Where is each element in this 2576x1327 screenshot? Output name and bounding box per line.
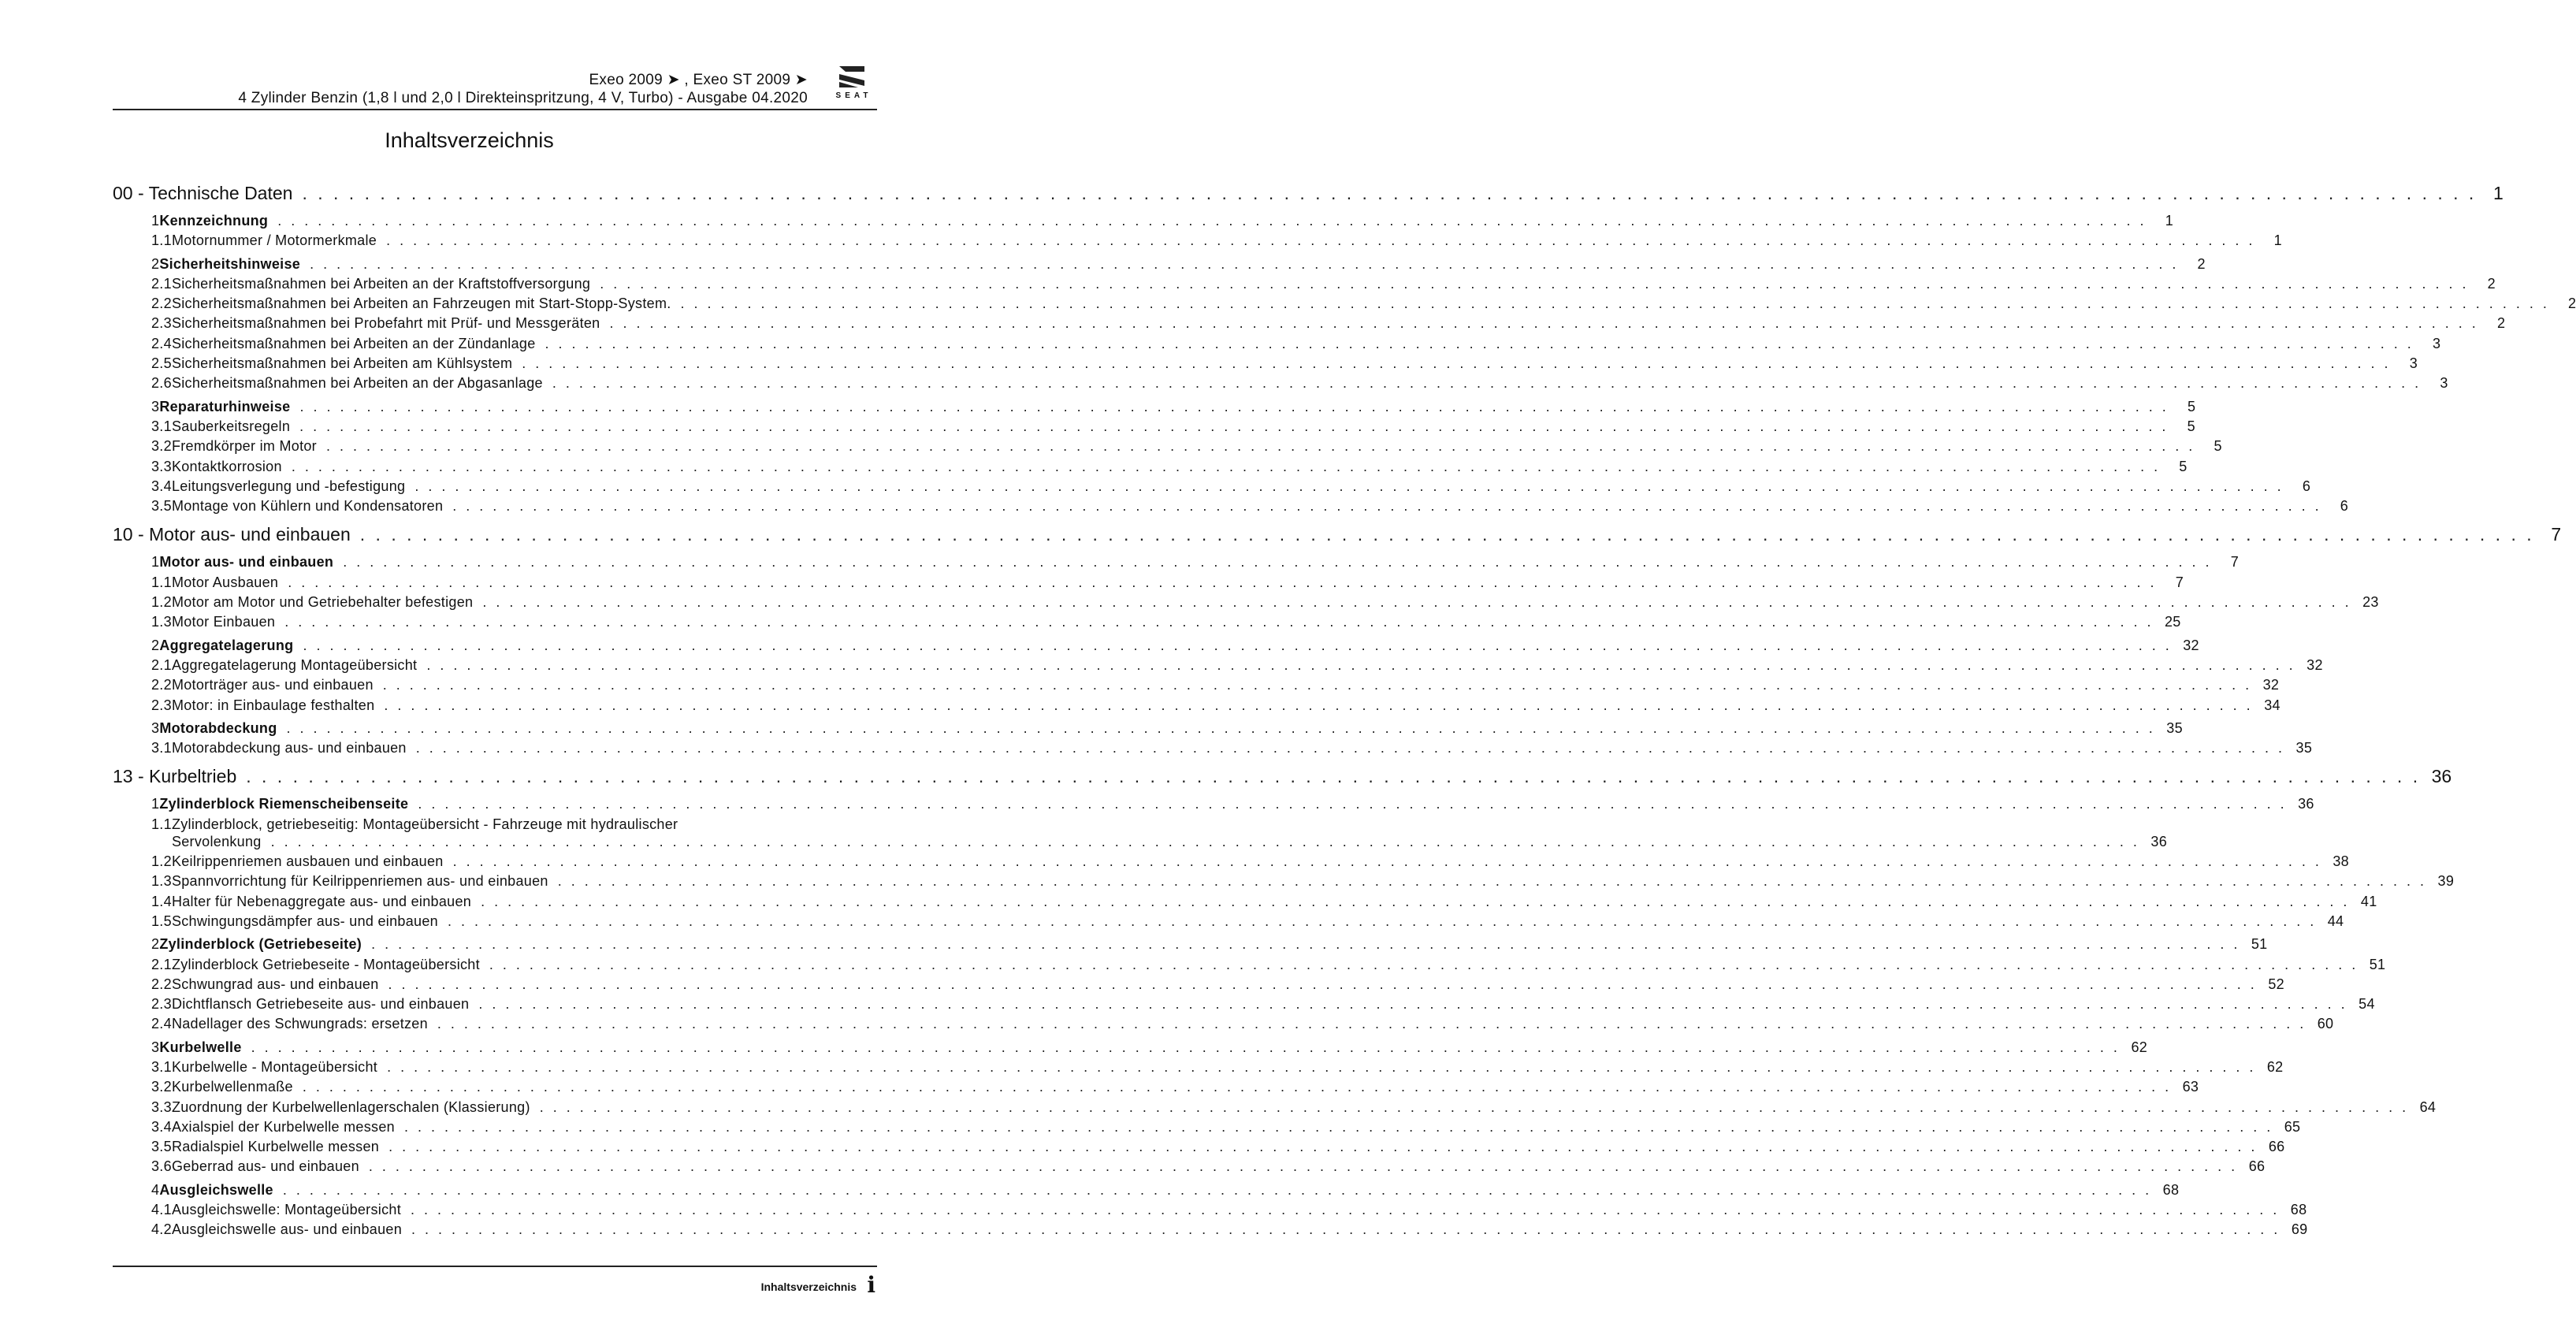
toc-entry[interactable] — [113, 697, 2280, 717]
entry-number: 1.5 — [151, 913, 172, 929]
toc-entry[interactable] — [113, 1016, 2334, 1035]
entry-title: Kontaktkorrosion — [171, 458, 282, 474]
toc-entry[interactable] — [113, 1079, 2199, 1098]
entry-title: Sicherheitsmaßnahmen bei Probefahrt mit Prüf- und Messgeräten — [171, 315, 600, 332]
entry-number: 1 — [151, 796, 160, 812]
entry-title: Motor Ausbauen — [171, 574, 279, 590]
toc-section[interactable] — [113, 1039, 2148, 1059]
section-title: Motorabdeckung — [159, 719, 277, 736]
dot-leader: . . . . . . . . . . . . . . . . . . . . . . . . . . . . . . . . . . . . . . . . . . . . . . . . . . . . . . . . . . . . . . . . . . . . . . . . . . . . . . . . . . . . . . . . . . . . . . . . . . . . . . . . . . . . . . . . . . . . . . . . . . . . . . . . . . . . . . . . . . . . — [286, 719, 2156, 736]
entry-page: 65 — [2284, 1118, 2301, 1135]
entry-title: Montage von Kühlern und Kondensatoren — [171, 498, 444, 515]
toc-entry[interactable] — [113, 913, 2344, 933]
entry-number: 2.1 — [151, 656, 172, 673]
entry-number: 3.4 — [151, 478, 172, 494]
entry-number: 3 — [151, 398, 160, 414]
header-engine-edition: 4 Zylinder Benzin (1,8 l und 2,0 l Direkteinspritzung, 4 V, Turbo) - Ausgabe 04.2020 — [238, 90, 808, 106]
entry-page: 35 — [2295, 740, 2313, 756]
toc-entry[interactable] — [113, 1158, 2266, 1178]
entry-number: 3.5 — [151, 498, 172, 515]
entry-number: 2.3 — [151, 315, 172, 332]
entry-page: 68 — [2162, 1181, 2180, 1198]
entry-page: 62 — [2131, 1039, 2148, 1055]
entry-page: 66 — [2248, 1158, 2266, 1175]
entry-page: 5 — [2214, 438, 2222, 455]
dot-leader: . . . . . . . . . . . . . . . . . . . . . . . . . . . . . . . . . . . . . . . . . . . . . . . . . . . . . . . . . . . . . . . . . . . . . . . . . . . . . . . . . . . . . . . . . . . . . . . . . . . . . . . . . . . . . . . . . . . . . . . . . . . . . . . . . . . . . . . . . . . . — [447, 913, 2317, 929]
entry-page: 35 — [2166, 719, 2183, 736]
entry-title: Sicherheitsmaßnahmen bei Arbeiten am Kühlsystem — [171, 355, 513, 372]
section-title: Motor aus- und einbauen — [159, 554, 334, 571]
entry-number: 2.2 — [151, 296, 172, 312]
footer-page-number: i — [867, 1272, 875, 1298]
entry-title: Axialspiel der Kurbelwelle messen — [171, 1118, 395, 1135]
dot-leader: . . . . . . . . . . . . . . . . . . . . . . . . . . . . . . . . . . . . . . . . . . . . . . . . . . . . . . . . . . . . . . . . . . . . . . . . . . . . . . . . . . . . . . . . . . . . . . . . . . . . . . . . . . . . . . . . . . . . . . . . . . . . . . . . . . . . . . . . . . . . — [299, 398, 2169, 414]
entry-page: 5 — [2187, 398, 2196, 414]
chapter-title: 00 - Technische Daten — [113, 183, 293, 203]
toc-entry[interactable] — [113, 1221, 2308, 1241]
entry-page: 36 — [2150, 833, 2168, 849]
toc-entry[interactable] — [113, 996, 2375, 1016]
entry-number: 1 — [151, 554, 160, 571]
entry-title: Geberrad aus- und einbauen — [171, 1158, 359, 1175]
dot-leader: . . . . . . . . . . . . . . . . . . . . . . . . . . . . . . . . . . . . . . . . . . . . . . . . . . . . . . . . . . . . . . . . . . . . . . . . . . . . . . . . . . . . . . . . . . . . . . . . . . . . . . . . . . . . . . . . . . . . . . . . . . . . . . . . . . . . . . . . . . . . — [371, 936, 2240, 953]
entry-page: 36 — [2298, 796, 2314, 812]
entry-number: 1 — [151, 213, 160, 229]
entry-page: 7 — [2175, 574, 2184, 590]
page-footer — [113, 1266, 877, 1298]
dot-leader: . . . . . . . . . . . . . . . . . . . . . . . . . . . . . . . . . . . . . . . . . . . . . . . . . . . . . . . . . . . . . . . . . . . . . . . . . . . . . . . . . . . . . . . . . . . . . . . . . . . . . . . . . . . . . . . . . . . . . . . . . . . . . . . . . . . . . . . . . . . . — [291, 458, 2161, 474]
entry-page: 6 — [2302, 478, 2311, 494]
entry-number: 2.4 — [151, 335, 172, 351]
dot-leader: . . . . . . . . . . . . . . . . . . . . . . . . . . . . . . . . . . . . . . . . . . . . . . . . . . . . . . . . . . . . . . . . . . . . . . . . . . . . . . . . . . . . . . . . . . . . . . . . . . . . . . . . . . . . . . . . . . . . . . . . . . . . . . . . . . . . . . . . . . . . — [386, 232, 2255, 249]
entry-page: 39 — [2437, 873, 2455, 890]
entry-number: 2.4 — [151, 1016, 172, 1032]
toc-entry[interactable] — [113, 232, 2282, 252]
chapter-page: 1 — [2493, 183, 2504, 203]
entry-title: Sicherheitsmaßnahmen bei Arbeiten an Fahrzeugen mit Start-Stopp-System. — [171, 296, 671, 312]
toc-entry[interactable] — [113, 574, 2184, 594]
entry-page: 32 — [2183, 637, 2199, 653]
entry-title: Kurbelwelle - Montageübersicht — [171, 1058, 378, 1075]
entry-title: Leitungsverlegung und -befestigung — [171, 478, 406, 494]
entry-title: Keilrippenriemen ausbauen und einbauen — [171, 853, 444, 870]
dot-leader: . . . . . . . . . . . . . . . . . . . . . . . . . . . . . . . . . . . . . . . . . . . . . . . . . . . . . . . . . . . . . . . . . . . . . . . . . . . . . . . . . . . . . . . . . . . . . . . . . . . . . . . . . . . . . . . . . . . . . . . . . . . . . . . . . . . . . . . . . . . . — [343, 554, 2212, 571]
entry-page: 25 — [2165, 614, 2181, 630]
toc-entry[interactable] — [113, 375, 2448, 395]
entry-page: 7 — [2230, 554, 2239, 571]
entry-number: 3 — [151, 719, 160, 736]
entry-title: Zylinderblock Getriebeseite - Montageübersicht — [171, 956, 480, 972]
section-title: Kurbelwelle — [159, 1039, 242, 1055]
entry-number: 3.2 — [151, 1079, 172, 1095]
toc-entry[interactable] — [113, 594, 2379, 614]
toc-entry[interactable] — [113, 438, 2222, 458]
toc-entry[interactable] — [113, 458, 2188, 478]
entry-number: 3.1 — [151, 1058, 172, 1075]
entry-title: Ausgleichswelle aus- und einbauen — [171, 1221, 403, 1238]
entry-number: 2.3 — [151, 996, 172, 1013]
toc-section[interactable] — [113, 554, 2239, 574]
entry-page: 51 — [2251, 936, 2268, 953]
entry-title: Ausgleichswelle: Montageübersicht — [171, 1202, 401, 1218]
entry-number: 4.2 — [151, 1221, 172, 1238]
toc-entry[interactable] — [113, 853, 2349, 873]
toc-section[interactable] — [113, 936, 2268, 956]
entry-page: 2 — [2568, 296, 2576, 312]
toc-entry[interactable] — [113, 656, 2323, 677]
toc-entry[interactable] — [113, 335, 2441, 355]
entry-title: Sicherheitsmaßnahmen bei Arbeiten an der Zündanlage — [171, 335, 536, 351]
entry-title: Sicherheitsmaßnahmen bei Arbeiten an der Kraftstoffversorgung — [171, 275, 591, 292]
dot-leader: . . . . . . . . . . . . . . . . . . . . . . . . . . . . . . . . . . . . . . . . . . . . . . . . . . . . . . . . . . . . . . . . . . . . . . . . . . . . . . . . . . . . . . . . . . . . . . . . . . . . . . . . . . . . . . . . . . . . . . . . . . . . . . . . . . . . . . . . . . . . — [452, 853, 2322, 870]
dot-leader: . . . . . . . . . . . . . . . . . . . . . . . . . . . . . . . . . . . . . . . . . . . . . . . . . . . . . . . . . . . . . . . . . . . . . . . . . . . . . . . . . . . . . . . . . . . . . . . . . . . . . . . . . . . . . . . . . . . . . . . . . . . . . . . . . . . . . . . . . . . . — [302, 183, 2477, 203]
dot-leader: . . . . . . . . . . . . . . . . . . . . . . . . . . . . . . . . . . . . . . . . . . . . . . . . . . . . . . . . . . . . . . . . . . . . . . . . . . . . . . . . . . . . . . . . . . . . . . . . . . . . . . . . . . . . . . . . . . . . . . . . . . . . . . . . . . . . . . . . . . . . — [303, 637, 2173, 653]
dot-leader: . . . . . . . . . . . . . . . . . . . . . . . . . . . . . . . . . . . . . . . . . . . . . . . . . . . . . . . . . . . . . . . . . . . . . . . . . . . . . . . . . . . . . . . . . . . . . . . . . . . . . . . . . . . . . . . . . . . . . . . . . . . . . . . . . . . . . . . . . . . . — [368, 1158, 2238, 1175]
entry-page: 32 — [2307, 656, 2323, 673]
entry-page: 32 — [2262, 677, 2280, 693]
toc-entry[interactable] — [113, 816, 2168, 853]
toc-entry[interactable] — [113, 1058, 2284, 1079]
entry-title: Spannvorrichtung für Keilrippenriemen aus- und einbauen — [171, 873, 548, 890]
toc-entry[interactable] — [113, 677, 2280, 697]
entry-title: Motorabdeckung aus- und einbauen — [171, 740, 407, 756]
entry-page: 62 — [2266, 1058, 2284, 1075]
document-title: Inhaltsverzeichnis — [385, 128, 554, 152]
entry-title: Nadellager des Schwungrads: ersetzen — [171, 1016, 428, 1032]
dot-leader: . . . . . . . . . . . . . . . . . . . . . . . . . . . . . . . . . . . . . . . . . . . . . . . . . . . . . . . . . . . . . . . . . . . . . . . . . . . . . . . . . . . . . . . . . . . . . . . . . . . . . . . . . . . . . . . . . . . . . . . . . . . . . . . . . . . . . . . . . . . . — [270, 833, 2140, 849]
entry-title: Sauberkeitsregeln — [171, 418, 291, 434]
entry-page: 6 — [2340, 498, 2349, 515]
entry-number: 1.1 — [151, 232, 172, 249]
entry-title: Schwungrad aus- und einbauen — [171, 976, 379, 992]
entry-title: Sicherheitsmaßnahmen bei Arbeiten an der Abgasanlage — [171, 375, 543, 392]
entry-number: 1.3 — [151, 873, 172, 890]
toc-entry[interactable] — [113, 614, 2181, 634]
toc-entry[interactable] — [113, 296, 2576, 315]
entry-number: 1.2 — [151, 594, 172, 611]
entry-number: 3.4 — [151, 1118, 172, 1135]
entry-number: 3.5 — [151, 1139, 172, 1155]
entry-number: 2.2 — [151, 677, 172, 693]
entry-page: 38 — [2333, 853, 2349, 870]
entry-number: 2.6 — [151, 375, 172, 392]
toc-entry[interactable] — [113, 956, 2386, 976]
entry-number: 3.3 — [151, 1098, 172, 1115]
dot-leader: . . . . . . . . . . . . . . . . . . . . . . . . . . . . . . . . . . . . . . . . . . . . . . . . . . . . . . . . . . . . . . . . . . . . . . . . . . . . . . . . . . . . . . . . . . . . . . . . . . . . . . . . . . . . . . . . . . . . . . . . . . . . . . . . . . . . . . . . . . . . — [600, 275, 2469, 292]
entry-title: Zylinderblock, getriebeseitig: Montageübersicht - Fahrzeuge mit hydraulischer — [171, 816, 678, 832]
entry-title: Schwingungsdämpfer aus- und einbauen — [171, 913, 438, 929]
toc-entry[interactable] — [113, 275, 2496, 296]
dot-leader: . . . . . . . . . . . . . . . . . . . . . . . . . . . . . . . . . . . . . . . . . . . . . . . . . . . . . . . . . . . . . . . . . . . . . . . . . . . . . . . . . . . . . . . . . . . . . . . . . . . . . . . . . . . . . . . . . . . . . . . . . . . . . . . . . . . . . . . . . . . . — [545, 335, 2414, 351]
entry-number: 2.2 — [151, 976, 172, 992]
entry-number: 2.5 — [151, 355, 172, 372]
entry-page: 60 — [2317, 1016, 2334, 1032]
dot-leader: . . . . . . . . . . . . . . . . . . . . . . . . . . . . . . . . . . . . . . . . . . . . . . . . . . . . . . . . . . . . . . . . . . . . . . . . . . . . . . . . . . . . . . . . . . . . . . . . . . . . . . . . . . . . . . . . . . . . . . . . . . . . . . . . . . . . . . . . . . . . — [482, 594, 2352, 611]
entry-title: Fremdkörper im Motor — [171, 438, 317, 455]
toc-section[interactable] — [113, 213, 2173, 232]
chapter-heading[interactable] — [113, 183, 2504, 210]
dot-leader: . . . . . . . . . . . . . . . . . . . . . . . . . . . . . . . . . . . . . . . . . . . . . . . . . . . . . . . . . . . . . . . . . . . . . . . . . . . . . . . . . . . . . . . . . . . . . . . . . . . . . . . . . . . . . . . . . . . . . . . . . . . . . . . . . . . . . . . . . . . . — [382, 677, 2252, 693]
entry-page: 3 — [2409, 355, 2418, 372]
chapter-page: 7 — [2551, 524, 2562, 545]
entry-number: 3.1 — [151, 740, 172, 756]
entry-page: 3 — [2440, 375, 2448, 392]
toc-section[interactable] — [113, 1181, 2180, 1202]
entry-page: 34 — [2264, 697, 2280, 713]
toc-entry[interactable] — [113, 1139, 2285, 1158]
section-title: Zylinderblock Riemenscheibenseite — [159, 796, 409, 812]
entry-title: Motorträger aus- und einbauen — [171, 677, 374, 693]
entry-number: 2.1 — [151, 956, 172, 972]
entry-page: 52 — [2268, 976, 2284, 992]
toc-section[interactable] — [113, 637, 2199, 657]
dot-leader: . . . . . . . . . . . . . . . . . . . . . . . . . . . . . . . . . . . . . . . . . . . . . . . . . . . . . . . . . . . . . . . . . . . . . . . . . . . . . . . . . . . . . . . . . . . . . . . . . . . . . . . . . . . . . . . . . . . . . . . . . . . . . . . . . . . . . . . . . . . . — [411, 1221, 2280, 1238]
entry-page: 44 — [2327, 913, 2344, 929]
entry-page: 63 — [2182, 1079, 2199, 1095]
entry-number: 1.2 — [151, 853, 172, 870]
toc-section[interactable] — [113, 255, 2206, 276]
toc-entry[interactable] — [113, 893, 2377, 913]
toc-entry[interactable] — [113, 1098, 2437, 1119]
entry-body — [172, 816, 2167, 853]
toc-entry[interactable] — [113, 1118, 2301, 1139]
entry-page: 64 — [2419, 1098, 2437, 1115]
entry-title: Motor: in Einbaulage festhalten — [171, 697, 375, 713]
dot-leader: . . . . . . . . . . . . . . . . . . . . . . . . . . . . . . . . . . . . . . . . . . . . . . . . . . . . . . . . . . . . . . . . . . . . . . . . . . . . . . . . . . . . . . . . . . . . . . . . . . . . . . . . . . . . . . . . . . . . . . . . . . . . . . . . . . . . . . . . . . . . — [310, 255, 2179, 272]
toc-section[interactable] — [113, 796, 2314, 816]
dot-leader: . . . . . . . . . . . . . . . . . . . . . . . . . . . . . . . . . . . . . . . . . . . . . . . . . . . . . . . . . . . . . . . . . . . . . . . . . . . . . . . . . . . . . . . . . . . . . . . . . . . . . . . . . . . . . . . . . . . . . . . . . . . . . . . . . . . . . . . . . . . . — [680, 296, 2550, 312]
entry-title: Aggregatelagerung Montageübersicht — [171, 656, 418, 673]
entry-page: 23 — [2362, 594, 2379, 611]
dot-leader: . . . . . . . . . . . . . . . . . . . . . . . . . . . . . . . . . . . . . . . . . . . . . . . . . . . . . . . . . . . . . . . . . . . . . . . . . . . . . . . . . . . . . . . . . . . . . . . . . . . . . . . . . . . . . . . . . . . . . . . . . . . . . . . . . . . . . . . . . . . . — [452, 498, 2322, 515]
dot-leader: . . . . . . . . . . . . . . . . . . . . . . . . . . . . . . . . . . . . . . . . . . . . . . . . . . . . . . . . . . . . . . . . . . . . . . . . . . . . . . . . . . . . . . . . . . . . . . . . . . . . . . . . . . . . . . . . . . . . . . . . . . . . . . . . . . . . . . . . . . . . — [403, 1118, 2273, 1135]
toc-section[interactable] — [113, 398, 2196, 418]
entry-page: 5 — [2187, 418, 2195, 434]
logo-wordmark: SEAT — [835, 91, 872, 100]
entry-number: 3.2 — [151, 438, 172, 455]
chapter-title: 13 - Kurbeltrieb — [113, 766, 237, 787]
dot-leader: . . . . . . . . . . . . . . . . . . . . . . . . . . . . . . . . . . . . . . . . . . . . . . . . . . . . . . . . . . . . . . . . . . . . . . . . . . . . . . . . . . . . . . . . . . . . . . . . . . . . . . . . . . . . . . . . . . . . . . . . . . . . . . . . . . . . . . . . . . . . — [387, 1058, 2256, 1075]
toc-entry[interactable] — [113, 498, 2349, 518]
entry-title: Motornummer / Motormerkmale — [171, 232, 377, 249]
seat-s-icon — [828, 65, 875, 91]
entry-page: 3 — [2433, 335, 2441, 351]
entry-number: 1.3 — [151, 614, 172, 630]
entry-page: 66 — [2268, 1139, 2285, 1155]
entry-title: Kurbelwellenmaße — [171, 1079, 293, 1095]
toc-chapter — [113, 183, 2576, 518]
dot-leader: . . . . . . . . . . . . . . . . . . . . . . . . . . . . . . . . . . . . . . . . . . . . . . . . . . . . . . . . . . . . . . . . . . . . . . . . . . . . . . . . . . . . . . . . . . . . . . . . . . . . . . . . . . . . . . . . . . . . . . . . . . . . . . . . . . . . . . . . . . . . — [277, 213, 2147, 229]
toc-entry[interactable] — [113, 355, 2418, 375]
dot-leader: . . . . . . . . . . . . . . . . . . . . . . . . . . . . . . . . . . . . . . . . . . . . . . . . . . . . . . . . . . . . . . . . . . . . . . . . . . . . . . . . . . . . . . . . . . . . . . . . . . . . . . . . . . . . . . . . . . . . . . . . . . . . . . . . . . . . . . . . . . . . — [539, 1098, 2409, 1115]
dot-leader: . . . . . . . . . . . . . . . . . . . . . . . . . . . . . . . . . . . . . . . . . . . . . . . . . . . . . . . . . . . . . . . . . . . . . . . . . . . . . . . . . . . . . . . . . . . . . . . . . . . . . . . . . . . . . . . . . . . . . . . . . . . . . . . . . . . . . . . . . . . . — [609, 315, 2479, 332]
toc-entry[interactable] — [113, 740, 2313, 760]
entry-number: 2.3 — [151, 697, 172, 713]
dot-leader: . . . . . . . . . . . . . . . . . . . . . . . . . . . . . . . . . . . . . . . . . . . . . . . . . . . . . . . . . . . . . . . . . . . . . . . . . . . . . . . . . . . . . . . . . . . . . . . . . . . . . . . . . . . . . . . . . . . . . . . . . . . . . . . . . . . . . . . . . . . . — [359, 524, 2535, 545]
entry-title: Dichtflansch Getriebeseite aus- und einbauen — [171, 996, 470, 1013]
dot-leader: . . . . . . . . . . . . . . . . . . . . . . . . . . . . . . . . . . . . . . . . . . . . . . . . . . . . . . . . . . . . . . . . . . . . . . . . . . . . . . . . . . . . . . . . . . . . . . . . . . . . . . . . . . . . . . . . . . . . . . . . . . . . . . . . . . . . . . . . . . . . — [299, 418, 2169, 434]
entry-page: 69 — [2291, 1221, 2308, 1238]
dot-leader: . . . . . . . . . . . . . . . . . . . . . . . . . . . . . . . . . . . . . . . . . . . . . . . . . . . . . . . . . . . . . . . . . . . . . . . . . . . . . . . . . . . . . . . . . . . . . . . . . . . . . . . . . . . . . . . . . . . . . . . . . . . . . . . . . . . . . . . . . . . . — [384, 697, 2254, 713]
entry-number: 3 — [151, 1039, 160, 1055]
toc-section[interactable] — [113, 719, 2183, 740]
dot-leader: . . . . . . . . . . . . . . . . . . . . . . . . . . . . . . . . . . . . . . . . . . . . . . . . . . . . . . . . . . . . . . . . . . . . . . . . . . . . . . . . . . . . . . . . . . . . . . . . . . . . . . . . . . . . . . . . . . . . . . . . . . . . . . . . . . . . . . . . . . . . — [246, 766, 2421, 787]
entry-page: 2 — [2496, 315, 2506, 332]
dot-leader: . . . . . . . . . . . . . . . . . . . . . . . . . . . . . . . . . . . . . . . . . . . . . . . . . . . . . . . . . . . . . . . . . . . . . . . . . . . . . . . . . . . . . . . . . . . . . . . . . . . . . . . . . . . . . . . . . . . . . . . . . . . . . . . . . . . . . . . . . . . . — [288, 574, 2158, 590]
entry-page: 41 — [2360, 893, 2377, 909]
dot-leader: . . . . . . . . . . . . . . . . . . . . . . . . . . . . . . . . . . . . . . . . . . . . . . . . . . . . . . . . . . . . . . . . . . . . . . . . . . . . . . . . . . . . . . . . . . . . . . . . . . . . . . . . . . . . . . . . . . . . . . . . . . . . . . . . . . . . . . . . . . . . — [437, 1016, 2307, 1032]
section-title: Zylinderblock (Getriebeseite) — [159, 936, 362, 953]
section-title: Aggregatelagerung — [159, 637, 294, 653]
chapter-heading[interactable] — [113, 524, 2562, 551]
entry-page: 2 — [2197, 255, 2206, 272]
entry-page: 68 — [2290, 1202, 2307, 1218]
entry-number: 2 — [151, 936, 160, 953]
entry-number: 4.1 — [151, 1202, 172, 1218]
toc-entry[interactable] — [113, 418, 2195, 438]
dot-leader: . . . . . . . . . . . . . . . . . . . . . . . . . . . . . . . . . . . . . . . . . . . . . . . . . . . . . . . . . . . . . . . . . . . . . . . . . . . . . . . . . . . . . . . . . . . . . . . . . . . . . . . . . . . . . . . . . . . . . . . . . . . . . . . . . . . . . . . . . . . . — [415, 740, 2285, 756]
page-header — [113, 65, 877, 110]
footer-label: Inhaltsverzeichnis — [760, 1281, 857, 1293]
entry-title: Radialspiel Kurbelwelle messen — [171, 1139, 380, 1155]
entry-number: 1.1 — [151, 574, 172, 590]
entry-number: 2 — [151, 255, 160, 272]
table-of-contents — [113, 183, 2576, 1248]
toc-entry[interactable] — [113, 873, 2455, 893]
dot-leader: . . . . . . . . . . . . . . . . . . . . . . . . . . . . . . . . . . . . . . . . . . . . . . . . . . . . . . . . . . . . . . . . . . . . . . . . . . . . . . . . . . . . . . . . . . . . . . . . . . . . . . . . . . . . . . . . . . . . . . . . . . . . . . . . . . . . . . . . . . . . — [388, 976, 2258, 992]
header-models: Exeo 2009 ➤ , Exeo ST 2009 ➤ — [589, 72, 808, 88]
section-title: Kennzeichnung — [159, 213, 269, 229]
toc-entry[interactable] — [113, 478, 2311, 498]
dot-leader: . . . . . . . . . . . . . . . . . . . . . . . . . . . . . . . . . . . . . . . . . . . . . . . . . . . . . . . . . . . . . . . . . . . . . . . . . . . . . . . . . . . . . . . . . . . . . . . . . . . . . . . . . . . . . . . . . . . . . . . . . . . . . . . . . . . . . . . . . . . . — [251, 1039, 2121, 1055]
toc-entry[interactable] — [113, 976, 2284, 996]
dot-leader: . . . . . . . . . . . . . . . . . . . . . . . . . . . . . . . . . . . . . . . . . . . . . . . . . . . . . . . . . . . . . . . . . . . . . . . . . . . . . . . . . . . . . . . . . . . . . . . . . . . . . . . . . . . . . . . . . . . . . . . . . . . . . . . . . . . . . . . . . . . . — [282, 1181, 2152, 1198]
chapter-heading[interactable] — [113, 766, 2452, 793]
entry-page: 5 — [2179, 458, 2188, 474]
section-title: Ausgleichswelle — [159, 1181, 273, 1198]
dot-leader: . . . . . . . . . . . . . . . . . . . . . . . . . . . . . . . . . . . . . . . . . . . . . . . . . . . . . . . . . . . . . . . . . . . . . . . . . . . . . . . . . . . . . . . . . . . . . . . . . . . . . . . . . . . . . . . . . . . . . . . . . . . . . . . . . . . . . . . . . . . . — [426, 656, 2296, 673]
entry-title-continued: Servolenkung — [171, 833, 262, 849]
section-title: Sicherheitshinweise — [159, 255, 301, 272]
entry-number: 3.3 — [151, 458, 172, 474]
entry-title: Motor am Motor und Getriebehalter befestigen — [171, 594, 474, 611]
entry-number: 2 — [151, 637, 160, 653]
entry-page: 1 — [2165, 213, 2173, 229]
entry-page: 51 — [2369, 956, 2386, 972]
dot-leader: . . . . . . . . . . . . . . . . . . . . . . . . . . . . . . . . . . . . . . . . . . . . . . . . . . . . . . . . . . . . . . . . . . . . . . . . . . . . . . . . . . . . . . . . . . . . . . . . . . . . . . . . . . . . . . . . . . . . . . . . . . . . . . . . . . . . . . . . . . . . — [478, 996, 2348, 1013]
toc-entry[interactable] — [113, 1202, 2307, 1221]
dot-leader: . . . . . . . . . . . . . . . . . . . . . . . . . . . . . . . . . . . . . . . . . . . . . . . . . . . . . . . . . . . . . . . . . . . . . . . . . . . . . . . . . . . . . . . . . . . . . . . . . . . . . . . . . . . . . . . . . . . . . . . . . . . . . . . . . . . . . . . . . . . . — [481, 893, 2350, 909]
chapter-title: 10 - Motor aus- und einbauen — [113, 524, 351, 545]
dot-leader: . . . . . . . . . . . . . . . . . . . . . . . . . . . . . . . . . . . . . . . . . . . . . . . . . . . . . . . . . . . . . . . . . . . . . . . . . . . . . . . . . . . . . . . . . . . . . . . . . . . . . . . . . . . . . . . . . . . . . . . . . . . . . . . . . . . . . . . . . . . . — [414, 478, 2284, 494]
seat-logo — [828, 65, 875, 101]
entry-continuation — [172, 834, 2167, 853]
dot-leader: . . . . . . . . . . . . . . . . . . . . . . . . . . . . . . . . . . . . . . . . . . . . . . . . . . . . . . . . . . . . . . . . . . . . . . . . . . . . . . . . . . . . . . . . . . . . . . . . . . . . . . . . . . . . . . . . . . . . . . . . . . . . . . . . . . . . . . . . . . . . — [325, 438, 2195, 455]
entry-title: Halter für Nebenaggregate aus- und einbauen — [171, 893, 472, 909]
dot-leader: . . . . . . . . . . . . . . . . . . . . . . . . . . . . . . . . . . . . . . . . . . . . . . . . . . . . . . . . . . . . . . . . . . . . . . . . . . . . . . . . . . . . . . . . . . . . . . . . . . . . . . . . . . . . . . . . . . . . . . . . . . . . . . . . . . . . . . . . . . . . — [284, 614, 2154, 630]
toc-chapter — [113, 524, 2562, 760]
toc-entry[interactable] — [113, 315, 2506, 335]
dot-leader: . . . . . . . . . . . . . . . . . . . . . . . . . . . . . . . . . . . . . . . . . . . . . . . . . . . . . . . . . . . . . . . . . . . . . . . . . . . . . . . . . . . . . . . . . . . . . . . . . . . . . . . . . . . . . . . . . . . . . . . . . . . . . . . . . . . . . . . . . . . . — [489, 956, 2359, 972]
section-title: Reparaturhinweise — [159, 398, 291, 414]
entry-number: 3.1 — [151, 418, 172, 434]
dot-leader: . . . . . . . . . . . . . . . . . . . . . . . . . . . . . . . . . . . . . . . . . . . . . . . . . . . . . . . . . . . . . . . . . . . . . . . . . . . . . . . . . . . . . . . . . . . . . . . . . . . . . . . . . . . . . . . . . . . . . . . . . . . . . . . . . . . . . . . . . . . . — [552, 375, 2422, 392]
entry-number: 3.6 — [151, 1158, 172, 1175]
dot-leader: . . . . . . . . . . . . . . . . . . . . . . . . . . . . . . . . . . . . . . . . . . . . . . . . . . . . . . . . . . . . . . . . . . . . . . . . . . . . . . . . . . . . . . . . . . . . . . . . . . . . . . . . . . . . . . . . . . . . . . . . . . . . . . . . . . . . . . . . . . . . — [388, 1139, 2258, 1155]
entry-number: 4 — [151, 1181, 160, 1198]
dot-leader: . . . . . . . . . . . . . . . . . . . . . . . . . . . . . . . . . . . . . . . . . . . . . . . . . . . . . . . . . . . . . . . . . . . . . . . . . . . . . . . . . . . . . . . . . . . . . . . . . . . . . . . . . . . . . . . . . . . . . . . . . . . . . . . . . . . . . . . . . . . . — [522, 355, 2392, 372]
entry-page: 2 — [2487, 275, 2496, 292]
entry-number: 1.1 — [151, 816, 172, 832]
chapter-page: 36 — [2431, 766, 2452, 787]
entry-title: Motor Einbauen — [171, 614, 276, 630]
dot-leader: . . . . . . . . . . . . . . . . . . . . . . . . . . . . . . . . . . . . . . . . . . . . . . . . . . . . . . . . . . . . . . . . . . . . . . . . . . . . . . . . . . . . . . . . . . . . . . . . . . . . . . . . . . . . . . . . . . . . . . . . . . . . . . . . . . . . . . . . . . . . — [411, 1202, 2280, 1218]
entry-number: 2.1 — [151, 275, 172, 292]
dot-leader: . . . . . . . . . . . . . . . . . . . . . . . . . . . . . . . . . . . . . . . . . . . . . . . . . . . . . . . . . . . . . . . . . . . . . . . . . . . . . . . . . . . . . . . . . . . . . . . . . . . . . . . . . . . . . . . . . . . . . . . . . . . . . . . . . . . . . . . . . . . . — [302, 1079, 2172, 1095]
entry-number: 1.4 — [151, 893, 172, 909]
toc-chapter — [113, 766, 2455, 1241]
dot-leader: . . . . . . . . . . . . . . . . . . . . . . . . . . . . . . . . . . . . . . . . . . . . . . . . . . . . . . . . . . . . . . . . . . . . . . . . . . . . . . . . . . . . . . . . . . . . . . . . . . . . . . . . . . . . . . . . . . . . . . . . . . . . . . . . . . . . . . . . . . . . — [557, 873, 2427, 890]
entry-page: 1 — [2273, 232, 2282, 249]
dot-leader: . . . . . . . . . . . . . . . . . . . . . . . . . . . . . . . . . . . . . . . . . . . . . . . . . . . . . . . . . . . . . . . . . . . . . . . . . . . . . . . . . . . . . . . . . . . . . . . . . . . . . . . . . . . . . . . . . . . . . . . . . . . . . . . . . . . . . . . . . . . . — [418, 796, 2288, 812]
entry-title: Zuordnung der Kurbelwellenlagerschalen (Klassierung) — [171, 1098, 530, 1115]
entry-page: 54 — [2359, 996, 2375, 1013]
